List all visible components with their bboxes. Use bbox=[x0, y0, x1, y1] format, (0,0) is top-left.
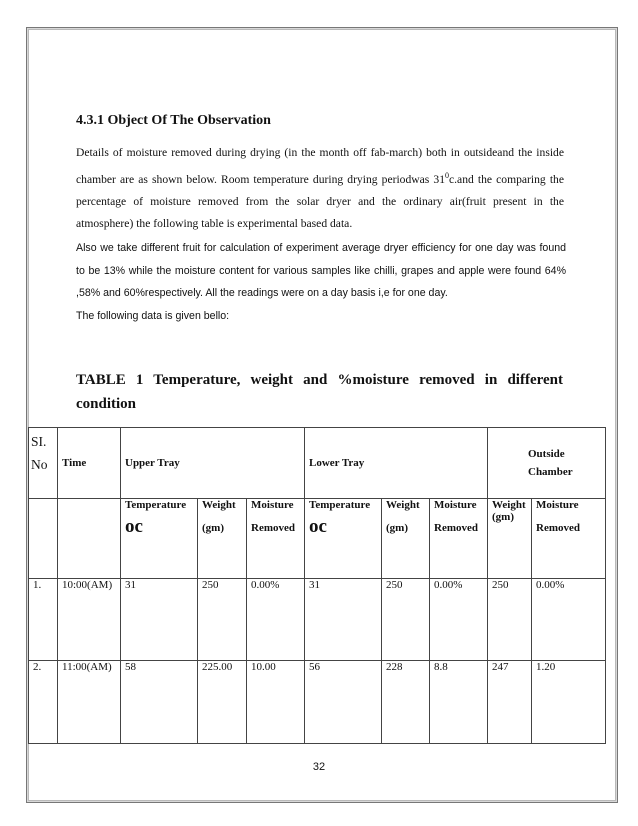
upper-weight-label: Weight bbox=[202, 499, 236, 511]
subheader-upper-weight bbox=[198, 499, 247, 579]
row-lower-moisture: 0.00% bbox=[430, 579, 488, 661]
subheader-empty-time bbox=[58, 499, 121, 579]
header-time: Time bbox=[58, 428, 121, 499]
upper-moisture-label: Moisture bbox=[251, 499, 294, 511]
data-intro-line: The following data is given bello: bbox=[76, 310, 230, 322]
row-upper-moisture: 10.00 bbox=[247, 661, 305, 744]
lower-weight-label: Weight bbox=[386, 499, 420, 511]
upper-temp-unit: oc bbox=[125, 516, 143, 537]
moisture-data-table bbox=[28, 427, 606, 744]
row-upper-moisture: 0.00% bbox=[247, 579, 305, 661]
outside-moisture-label: Moisture bbox=[536, 499, 579, 511]
row-sl: 2. bbox=[29, 661, 58, 744]
row-outside-moisture: 1.20 bbox=[532, 661, 606, 744]
row-upper-weight: 250 bbox=[198, 579, 247, 661]
upper-temp-label: Temperature bbox=[125, 499, 187, 511]
subheader-outside-moisture bbox=[532, 499, 606, 579]
table-row bbox=[29, 661, 606, 744]
lower-moisture-label: Moisture bbox=[434, 499, 477, 511]
row-lower-moisture: 8.8 bbox=[430, 661, 488, 744]
section-title: 4.3.1 Object Of The Observation bbox=[76, 113, 271, 128]
row-sl: 1. bbox=[29, 579, 58, 661]
subheader-lower-temp bbox=[305, 499, 382, 579]
degree-superscript: 0 bbox=[445, 170, 449, 180]
row-time: 11:00(AM) bbox=[58, 661, 121, 744]
row-lower-weight: 250 bbox=[382, 579, 430, 661]
row-upper-temp: 58 bbox=[121, 661, 198, 744]
subheader-lower-weight bbox=[382, 499, 430, 579]
subheader-upper-temp bbox=[121, 499, 198, 579]
lower-temp-label: Temperature bbox=[309, 499, 371, 511]
table-caption: TABLE 1 Temperature, weight and %moisture removed in different condition bbox=[76, 372, 563, 412]
efficiency-paragraph: Also we take different fruit for calculation of experiment average dryer efficiency for one day was found to be 13% while the moisture content for various samples like chilli, grapes and apple were found 64% ,58% and 60%respectively. All the readings were on a day basis i,e for one day. bbox=[76, 242, 566, 299]
row-time: 10:00(AM) bbox=[58, 579, 121, 661]
header-sl-no: SI. No bbox=[29, 428, 58, 499]
subheader-empty-sl bbox=[29, 499, 58, 579]
header-lower-tray: Lower Tray bbox=[305, 428, 488, 499]
row-lower-weight: 228 bbox=[382, 661, 430, 744]
intro-text-end: c.and the comparing the percentage of moisture removed from the solar dryer and the ordinary air(fruit present in the atmosphere) the following table is experimental based data. bbox=[76, 172, 564, 231]
table-header-row bbox=[29, 428, 606, 499]
subheader-lower-moisture bbox=[430, 499, 488, 579]
lower-moisture-unit: Removed bbox=[434, 522, 478, 534]
page-number: 32 bbox=[312, 761, 326, 773]
row-outside-moisture: 0.00% bbox=[532, 579, 606, 661]
outside-moisture-unit: Removed bbox=[536, 522, 580, 534]
row-upper-weight: 225.00 bbox=[198, 661, 247, 744]
subheader-outside-weight: Weight (gm) bbox=[488, 499, 532, 579]
header-upper-tray: Upper Tray bbox=[121, 428, 305, 499]
upper-moisture-unit: Removed bbox=[251, 522, 295, 534]
row-upper-temp: 31 bbox=[121, 579, 198, 661]
row-outside-weight: 247 bbox=[488, 661, 532, 744]
lower-weight-unit: (gm) bbox=[386, 522, 408, 534]
row-lower-temp: 56 bbox=[305, 661, 382, 744]
subheader-upper-moisture bbox=[247, 499, 305, 579]
table-subheader-row bbox=[29, 499, 606, 579]
lower-temp-unit: oc bbox=[309, 516, 327, 537]
row-outside-weight: 250 bbox=[488, 579, 532, 661]
header-outside-chamber: Outside Chamber bbox=[488, 428, 606, 499]
intro-paragraph bbox=[76, 142, 564, 236]
row-lower-temp: 31 bbox=[305, 579, 382, 661]
table-row bbox=[29, 579, 606, 661]
intro-text-start: Details of moisture removed during drying (in the month off fab-march) both in outsideand the inside chamber are as shown below. Room temperature during drying periodwas 31 bbox=[76, 146, 564, 186]
upper-weight-unit: (gm) bbox=[202, 522, 224, 534]
